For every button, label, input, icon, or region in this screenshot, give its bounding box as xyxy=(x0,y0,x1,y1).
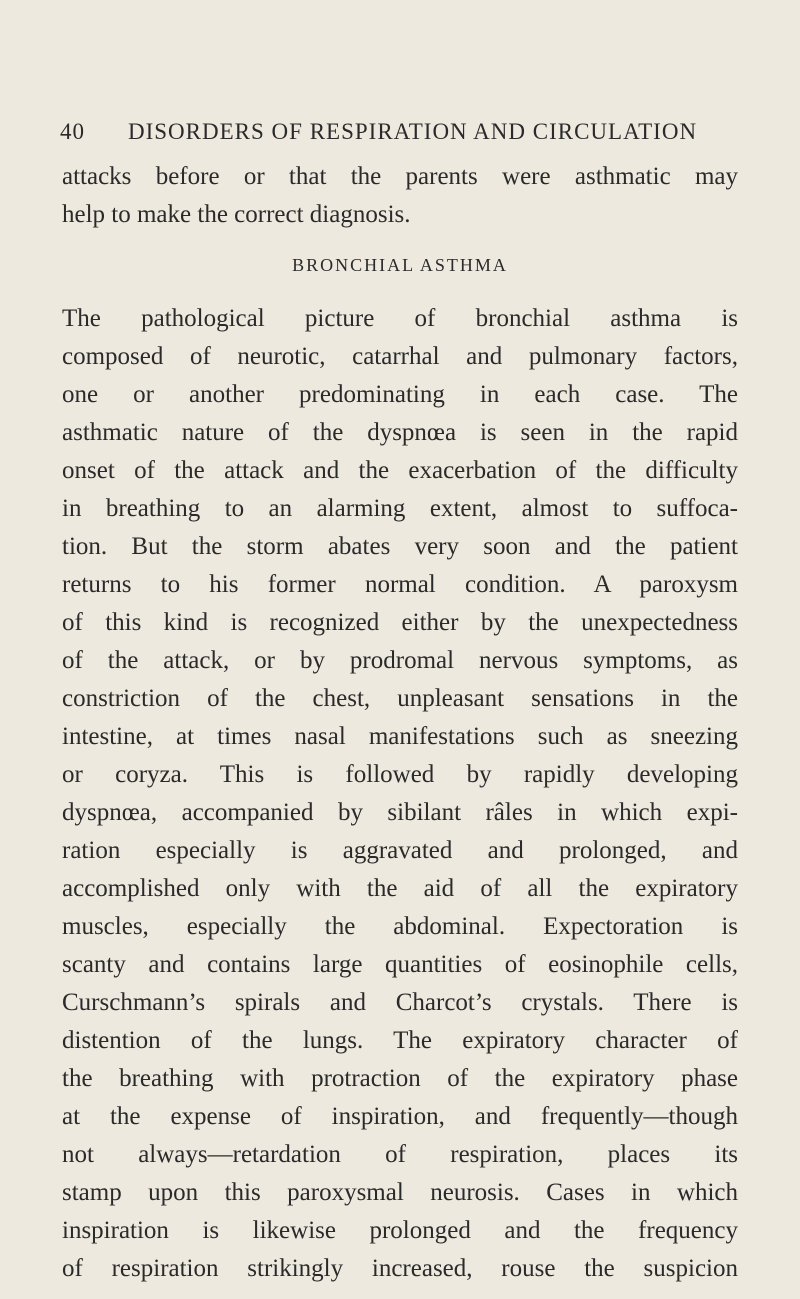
running-head xyxy=(60,114,750,150)
text-line: scanty and contains large quantities of eosinophile cells, xyxy=(62,951,738,978)
text-line: asthmatic nature of the dyspnœa is seen in the rapid xyxy=(62,419,738,446)
text-line: dyspnœa, accompanied by sibilant râles in which expi- xyxy=(62,799,738,826)
text-line: The pathological picture of bronchial asthma is xyxy=(62,305,738,332)
body-paragraph xyxy=(62,300,738,1288)
text-line: composed of neurotic, catarrhal and pulmonary factors, xyxy=(62,343,738,370)
text-line: of respiration strikingly increased, rouse the suspicion xyxy=(62,1255,738,1282)
text-line: help to make the correct diagnosis. xyxy=(62,201,411,228)
text-line: tion. But the storm abates very soon and the patient xyxy=(62,533,738,560)
text-line: muscles, especially the abdominal. Expectoration is xyxy=(62,913,738,940)
text-line: of this kind is recognized either by the unexpectedness xyxy=(62,609,738,636)
text-line: the breathing with protraction of the expiratory phase xyxy=(62,1065,738,1092)
text-line: at the expense of inspiration, and frequently—though xyxy=(62,1103,738,1130)
text-line: onset of the attack and the exacerbation of the difficulty xyxy=(62,457,738,484)
text-line: of the attack, or by prodromal nervous symptoms, as xyxy=(62,647,738,674)
text-line: not always—retardation of respiration, places its xyxy=(62,1141,738,1168)
section-heading: BRONCHIAL ASTHMA xyxy=(292,255,508,275)
text-line: or coryza. This is followed by rapidly developing xyxy=(62,761,738,788)
page-number: 40 xyxy=(60,119,85,144)
text-line: accomplished only with the aid of all the expiratory xyxy=(62,875,738,902)
text-line: in breathing to an alarming extent, almost to suffoca- xyxy=(62,495,738,522)
text-line: one or another predominating in each case. The xyxy=(62,381,738,408)
text-line: constriction of the chest, unpleasant sensations in the xyxy=(62,685,738,712)
intro-paragraph xyxy=(62,158,738,234)
text-line: attacks before or that the parents were asthmatic may xyxy=(62,163,738,190)
text-line: inspiration is likewise prolonged and the frequency xyxy=(62,1217,738,1244)
text-line: intestine, at times nasal manifestations such as sneezing xyxy=(62,723,738,750)
text-line: Curschmann’s spirals and Charcot’s crystals. There is xyxy=(62,989,738,1016)
text-line: stamp upon this paroxysmal neurosis. Cases in which xyxy=(62,1179,738,1206)
text-line: distention of the lungs. The expiratory character of xyxy=(62,1027,738,1054)
running-title: DISORDERS OF RESPIRATION AND CIRCULATION xyxy=(128,119,698,144)
text-line: ration especially is aggravated and prolonged, and xyxy=(62,837,738,864)
text-line: returns to his former normal condition. A paroxysm xyxy=(62,571,738,598)
